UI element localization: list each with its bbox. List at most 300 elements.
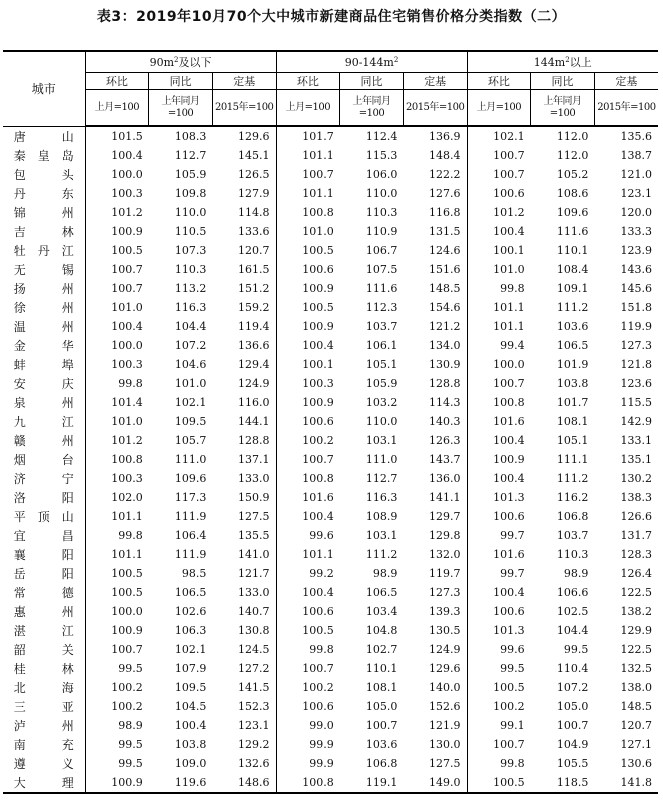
value-cell-fixed-base: 122.5	[620, 586, 652, 599]
city-name-text: 襄阳	[13, 548, 74, 562]
value-cell-yoy: 103.7	[556, 529, 589, 542]
value-cell-mom: 100.8	[276, 773, 340, 793]
value-cell-mom: 101.1	[493, 320, 525, 333]
subheader-yoy: 同比	[149, 73, 213, 90]
city-name	[3, 678, 85, 697]
value-cell-fixed-base: 120.7	[620, 719, 652, 732]
city-name	[3, 222, 85, 241]
city-name-text: 唐山	[13, 129, 74, 144]
value-cell-yoy: 112.7	[174, 149, 207, 162]
value-cell-fixed-base: 131.7	[620, 529, 652, 542]
subheader-yoy: 同比	[340, 73, 404, 90]
value-cell-yoy: 107.5	[365, 263, 398, 276]
value-cell-fixed-base: 122.5	[620, 643, 652, 656]
value-cell-fixed-base: 120.7	[212, 241, 276, 260]
city-name-text: 安庆	[13, 377, 74, 391]
value-cell-fixed-base: 129.4	[212, 355, 276, 374]
value-cell-yoy: 111.0	[174, 453, 207, 466]
value-cell-fixed-base: 150.9	[212, 488, 276, 507]
value-cell-fixed-base: 121.0	[620, 168, 652, 181]
value-cell-yoy: 110.1	[365, 662, 398, 675]
value-cell-fixed-base: 130.9	[403, 355, 467, 374]
value-cell-yoy: 116.3	[174, 301, 207, 314]
city-name	[3, 526, 85, 545]
city-name-text: 南充	[13, 738, 74, 752]
value-cell-mom: 101.3	[493, 491, 525, 504]
table-row	[3, 317, 658, 336]
value-cell-fixed-base: 141.0	[212, 545, 276, 564]
value-cell-yoy: 105.2	[556, 168, 589, 181]
city-name-text: 韶关	[13, 643, 74, 657]
table-row	[3, 374, 658, 393]
table-row	[3, 241, 658, 260]
value-cell-fixed-base: 132.5	[620, 662, 652, 675]
value-cell-yoy: 110.5	[174, 225, 207, 238]
value-cell-fixed-base: 143.6	[620, 263, 652, 276]
value-cell-mom: 99.8	[500, 282, 525, 295]
value-cell-fixed-base: 161.5	[212, 260, 276, 279]
value-cell-yoy: 106.5	[174, 586, 207, 599]
value-cell-fixed-base: 130.0	[403, 735, 467, 754]
value-cell-mom: 100.4	[111, 320, 143, 333]
value-cell-mom: 99.8	[118, 529, 143, 542]
subheader-fixed-base: 定基	[594, 73, 658, 90]
subheader-fixed-base: 定基	[212, 73, 276, 90]
city-name-text: 徐州	[13, 301, 74, 315]
value-cell-fixed-base: 119.9	[620, 320, 652, 333]
value-cell-mom: 100.6	[493, 187, 525, 200]
value-cell-fixed-base: 136.0	[403, 469, 467, 488]
value-cell-yoy: 106.6	[556, 586, 589, 599]
group-header-large: $144m^2$以上	[467, 51, 658, 73]
value-cell-yoy: 103.8	[556, 377, 589, 390]
value-cell-yoy: 112.0	[556, 130, 589, 143]
value-cell-yoy: 102.1	[174, 396, 207, 409]
value-cell-yoy: 112.7	[365, 472, 398, 485]
city-name	[3, 317, 85, 336]
value-cell-yoy: 111.2	[556, 472, 589, 485]
value-cell-mom: 99.6	[500, 643, 525, 656]
value-cell-fixed-base: 133.0	[212, 469, 276, 488]
city-name-text: 烟台	[13, 453, 74, 467]
city-name-text: 岳阳	[13, 567, 74, 581]
city-name	[3, 126, 85, 146]
city-name	[3, 355, 85, 374]
value-cell-fixed-base: 129.2	[212, 735, 276, 754]
value-cell-yoy: 117.3	[174, 491, 207, 504]
value-cell-fixed-base: 129.7	[403, 507, 467, 526]
city-name-text: 平顶山	[13, 510, 74, 524]
table-body	[3, 126, 658, 793]
city-name	[3, 602, 85, 621]
value-cell-yoy: 108.9	[365, 510, 398, 523]
table-row	[3, 469, 658, 488]
value-cell-fixed-base: 124.9	[403, 640, 467, 659]
value-cell-fixed-base: 140.3	[403, 412, 467, 431]
value-cell-fixed-base: 130.6	[620, 757, 652, 770]
table-row	[3, 773, 658, 793]
base-2015: 2015年=100	[403, 90, 467, 127]
value-cell-fixed-base: 123.1	[620, 187, 652, 200]
subheader-yoy: 同比	[531, 73, 595, 90]
value-cell-yoy: 115.3	[365, 149, 398, 162]
value-cell-mom: 101.4	[111, 396, 143, 409]
city-name	[3, 583, 85, 602]
table-row	[3, 431, 658, 450]
base-row	[3, 90, 658, 127]
value-cell-mom: 100.7	[302, 662, 334, 675]
value-cell-fixed-base: 127.5	[212, 507, 276, 526]
value-cell-yoy: 110.0	[365, 415, 398, 428]
value-cell-yoy: 105.9	[365, 377, 398, 390]
value-cell-yoy: 104.4	[556, 624, 589, 637]
city-name	[3, 697, 85, 716]
value-cell-yoy: 109.0	[174, 757, 207, 770]
value-cell-mom: 100.0	[493, 358, 525, 371]
value-cell-mom: 100.8	[302, 472, 334, 485]
value-cell-fixed-base: 148.4	[403, 146, 467, 165]
value-cell-yoy: 103.4	[365, 605, 398, 618]
value-cell-yoy: 108.3	[174, 130, 207, 143]
value-cell-fixed-base: 148.6	[212, 773, 276, 793]
value-cell-fixed-base: 151.8	[620, 301, 652, 314]
value-cell-fixed-base: 127.1	[620, 738, 652, 751]
value-cell-mom: 100.8	[493, 396, 525, 409]
value-cell-mom: 100.8	[302, 206, 334, 219]
value-cell-yoy: 110.1	[556, 244, 589, 257]
city-name	[3, 184, 85, 203]
value-cell-mom: 100.9	[111, 624, 143, 637]
value-cell-fixed-base: 141.1	[403, 488, 467, 507]
value-cell-fixed-base: 152.6	[403, 697, 467, 716]
value-cell-yoy: 105.0	[556, 700, 589, 713]
value-cell-mom: 99.8	[500, 757, 525, 770]
value-cell-fixed-base: 152.3	[212, 697, 276, 716]
value-cell-mom: 101.6	[302, 491, 334, 504]
table-row	[3, 507, 658, 526]
table-row	[3, 279, 658, 298]
value-cell-fixed-base: 133.1	[620, 434, 652, 447]
value-cell-mom: 100.4	[493, 586, 525, 599]
value-cell-fixed-base: 141.8	[594, 773, 658, 793]
base-last-month: 上月=100	[467, 90, 531, 127]
value-cell-yoy: 105.1	[365, 358, 398, 371]
city-name-text: 包头	[13, 168, 74, 182]
value-cell-fixed-base: 134.0	[403, 336, 467, 355]
value-cell-fixed-base: 130.2	[620, 472, 652, 485]
table-row	[3, 165, 658, 184]
value-cell-fixed-base: 159.2	[212, 298, 276, 317]
value-cell-mom: 100.2	[111, 681, 143, 694]
city-name-text: 牡丹江	[13, 244, 74, 258]
value-cell-yoy: 119.1	[340, 773, 404, 793]
value-cell-mom: 102.0	[111, 491, 143, 504]
value-cell-fixed-base: 140.7	[212, 602, 276, 621]
value-cell-mom: 99.0	[309, 719, 334, 732]
city-name	[3, 412, 85, 431]
value-cell-yoy: 104.6	[174, 358, 207, 371]
value-cell-mom: 100.7	[302, 453, 334, 466]
value-cell-mom: 100.9	[302, 282, 334, 295]
value-cell-fixed-base: 122.2	[403, 165, 467, 184]
value-cell-fixed-base: 132.0	[403, 545, 467, 564]
value-cell-fixed-base: 138.7	[620, 149, 652, 162]
table-row	[3, 222, 658, 241]
value-cell-yoy: 110.9	[365, 225, 398, 238]
value-cell-fixed-base: 130.8	[212, 621, 276, 640]
value-cell-yoy: 103.2	[365, 396, 398, 409]
table-row	[3, 355, 658, 374]
value-cell-mom: 100.4	[493, 472, 525, 485]
value-cell-yoy: 106.8	[556, 510, 589, 523]
table-row	[3, 545, 658, 564]
table-row	[3, 146, 658, 165]
value-cell-fixed-base: 138.2	[620, 605, 652, 618]
table-header	[3, 51, 658, 126]
value-cell-yoy: 111.2	[556, 301, 589, 314]
value-cell-fixed-base: 129.6	[212, 126, 276, 146]
value-cell-mom: 100.4	[111, 149, 143, 162]
city-name	[3, 298, 85, 317]
table-row	[3, 716, 658, 735]
value-cell-yoy: 116.2	[556, 491, 589, 504]
value-cell-mom: 100.2	[111, 700, 143, 713]
base-last-month: 上月=100	[276, 90, 340, 127]
value-cell-mom: 101.0	[111, 301, 143, 314]
value-cell-mom: 101.2	[111, 434, 143, 447]
value-cell-fixed-base: 124.9	[212, 374, 276, 393]
value-cell-mom: 100.7	[111, 282, 143, 295]
value-cell-mom: 100.5	[302, 301, 334, 314]
city-name-text: 遵义	[13, 757, 74, 771]
value-cell-mom: 99.7	[500, 529, 525, 542]
value-cell-fixed-base: 132.6	[212, 754, 276, 773]
value-cell-mom: 99.9	[309, 738, 334, 751]
value-cell-mom: 100.3	[111, 472, 143, 485]
value-cell-yoy: 103.7	[365, 320, 398, 333]
value-cell-yoy: 111.0	[365, 453, 398, 466]
value-cell-yoy: 119.6	[149, 773, 213, 793]
value-cell-fixed-base: 138.0	[620, 681, 652, 694]
value-cell-mom: 101.0	[111, 415, 143, 428]
value-cell-yoy: 108.1	[556, 415, 589, 428]
value-cell-mom: 99.2	[309, 567, 334, 580]
city-name-text: 无锡	[13, 263, 74, 277]
city-name-text: 温州	[13, 320, 74, 334]
value-cell-fixed-base: 116.8	[403, 203, 467, 222]
value-cell-mom: 101.0	[302, 225, 334, 238]
table-row	[3, 621, 658, 640]
value-cell-mom: 100.6	[493, 510, 525, 523]
value-cell-mom: 100.0	[111, 168, 143, 181]
value-cell-mom: 100.9	[111, 225, 143, 238]
value-cell-fixed-base: 151.6	[403, 260, 467, 279]
value-cell-yoy: 105.1	[556, 434, 589, 447]
value-cell-mom: 100.0	[111, 605, 143, 618]
value-cell-fixed-base: 121.8	[620, 358, 652, 371]
city-name	[3, 564, 85, 583]
value-cell-fixed-base: 151.2	[212, 279, 276, 298]
value-cell-mom: 100.7	[493, 168, 525, 181]
value-cell-yoy: 106.4	[174, 529, 207, 542]
value-cell-yoy: 113.2	[174, 282, 207, 295]
value-cell-mom: 100.3	[111, 358, 143, 371]
table-row	[3, 678, 658, 697]
value-cell-yoy: 110.3	[174, 263, 207, 276]
value-cell-yoy: 112.4	[365, 130, 398, 143]
value-cell-yoy: 106.5	[556, 339, 589, 352]
table-row	[3, 640, 658, 659]
subheader-mom: 环比	[467, 73, 531, 90]
value-cell-fixed-base: 136.9	[403, 126, 467, 146]
value-cell-yoy: 99.5	[563, 643, 589, 656]
value-cell-mom: 99.5	[118, 757, 143, 770]
city-name	[3, 621, 85, 640]
base-2015: 2015年=100	[594, 90, 658, 127]
value-cell-mom: 99.4	[500, 339, 525, 352]
value-cell-mom: 100.3	[111, 187, 143, 200]
value-cell-mom: 100.9	[302, 396, 334, 409]
value-cell-yoy: 110.3	[365, 206, 398, 219]
value-cell-yoy: 107.2	[556, 681, 589, 694]
value-cell-mom: 100.4	[302, 510, 334, 523]
table-row	[3, 126, 658, 146]
value-cell-mom: 100.9	[302, 320, 334, 333]
value-cell-yoy: 101.0	[174, 377, 207, 390]
value-cell-yoy: 103.1	[365, 529, 398, 542]
value-cell-yoy: 112.3	[365, 301, 398, 314]
value-cell-fixed-base: 148.5	[620, 700, 652, 713]
value-cell-yoy: 116.3	[365, 491, 398, 504]
value-cell-fixed-base: 136.6	[212, 336, 276, 355]
value-cell-yoy: 102.7	[365, 643, 398, 656]
value-cell-mom: 100.5	[111, 586, 143, 599]
value-cell-fixed-base: 119.4	[212, 317, 276, 336]
table-row	[3, 203, 658, 222]
value-cell-mom: 101.0	[493, 263, 525, 276]
value-cell-fixed-base: 138.3	[620, 491, 652, 504]
value-cell-yoy: 111.9	[174, 510, 207, 523]
value-cell-mom: 99.5	[118, 662, 143, 675]
value-cell-fixed-base: 148.5	[403, 279, 467, 298]
value-cell-mom: 101.2	[111, 206, 143, 219]
value-cell-mom: 99.8	[309, 643, 334, 656]
value-cell-fixed-base: 127.2	[212, 659, 276, 678]
city-name	[3, 165, 85, 184]
value-cell-yoy: 106.3	[174, 624, 207, 637]
value-cell-yoy: 104.9	[556, 738, 589, 751]
value-cell-mom: 100.1	[302, 358, 334, 371]
value-cell-yoy: 100.7	[365, 719, 398, 732]
value-cell-fixed-base: 121.9	[403, 716, 467, 735]
city-name-text: 泉州	[13, 396, 74, 410]
value-cell-yoy: 111.1	[556, 453, 589, 466]
city-name	[3, 374, 85, 393]
value-cell-mom: 100.5	[302, 244, 334, 257]
table-row	[3, 583, 658, 602]
value-cell-mom: 101.6	[493, 548, 525, 561]
value-cell-yoy: 118.5	[531, 773, 595, 793]
value-cell-mom: 101.1	[111, 510, 143, 523]
value-cell-yoy: 109.6	[556, 206, 589, 219]
value-cell-mom: 100.5	[111, 244, 143, 257]
value-cell-fixed-base: 133.0	[212, 583, 276, 602]
value-cell-yoy: 106.0	[365, 168, 398, 181]
value-cell-yoy: 112.0	[556, 149, 589, 162]
value-cell-yoy: 106.1	[365, 339, 398, 352]
table-row	[3, 260, 658, 279]
city-name	[3, 260, 85, 279]
value-cell-fixed-base: 114.3	[403, 393, 467, 412]
value-cell-fixed-base: 123.9	[620, 244, 652, 257]
value-cell-yoy: 98.5	[181, 567, 207, 580]
value-cell-yoy: 105.7	[174, 434, 207, 447]
city-name-text: 赣州	[13, 434, 74, 448]
value-cell-fixed-base: 129.8	[403, 526, 467, 545]
value-cell-mom: 99.5	[500, 662, 525, 675]
value-cell-mom: 101.1	[111, 548, 143, 561]
base-2015: 2015年=100	[212, 90, 276, 127]
value-cell-fixed-base: 114.8	[212, 203, 276, 222]
value-cell-mom: 100.9	[493, 453, 525, 466]
value-cell-mom: 101.2	[493, 206, 525, 219]
value-cell-yoy: 101.9	[556, 358, 589, 371]
value-cell-mom: 100.5	[467, 773, 531, 793]
value-cell-yoy: 110.0	[174, 206, 207, 219]
city-name	[3, 203, 85, 222]
value-cell-mom: 102.1	[493, 130, 525, 143]
value-cell-fixed-base: 126.4	[620, 567, 652, 580]
city-name-text: 蚌埠	[13, 358, 74, 372]
value-cell-yoy: 106.7	[365, 244, 398, 257]
table-row	[3, 450, 658, 469]
subheader-fixed-base: 定基	[403, 73, 467, 90]
city-name-text: 济宁	[13, 472, 74, 486]
value-cell-yoy: 103.6	[365, 738, 398, 751]
value-cell-mom: 100.5	[302, 624, 334, 637]
value-cell-fixed-base: 123.1	[212, 716, 276, 735]
value-cell-yoy: 102.1	[174, 643, 207, 656]
value-cell-fixed-base: 129.9	[620, 624, 652, 637]
value-cell-yoy: 106.5	[365, 586, 398, 599]
value-cell-mom: 99.5	[118, 738, 143, 751]
value-cell-mom: 101.7	[302, 130, 334, 143]
city-name	[3, 640, 85, 659]
value-cell-yoy: 111.6	[556, 225, 589, 238]
value-cell-mom: 101.1	[302, 187, 334, 200]
city-name-text: 常德	[13, 586, 74, 600]
value-cell-mom: 101.5	[111, 130, 143, 143]
value-cell-mom: 100.0	[111, 339, 143, 352]
city-name	[3, 488, 85, 507]
value-cell-mom: 100.4	[493, 434, 525, 447]
value-cell-fixed-base: 128.8	[212, 431, 276, 450]
value-cell-mom: 100.1	[493, 244, 525, 257]
value-cell-yoy: 110.0	[365, 187, 398, 200]
city-name	[3, 507, 85, 526]
value-cell-yoy: 106.8	[365, 757, 398, 770]
value-cell-fixed-base: 127.5	[403, 754, 467, 773]
city-name-text: 吉林	[13, 225, 74, 239]
value-cell-fixed-base: 128.3	[620, 548, 652, 561]
value-cell-yoy: 104.8	[365, 624, 398, 637]
value-cell-mom: 100.7	[111, 643, 143, 656]
value-cell-mom: 101.1	[302, 548, 334, 561]
city-name	[3, 469, 85, 488]
table-row	[3, 336, 658, 355]
value-cell-mom: 100.3	[302, 377, 334, 390]
city-name	[3, 241, 85, 260]
